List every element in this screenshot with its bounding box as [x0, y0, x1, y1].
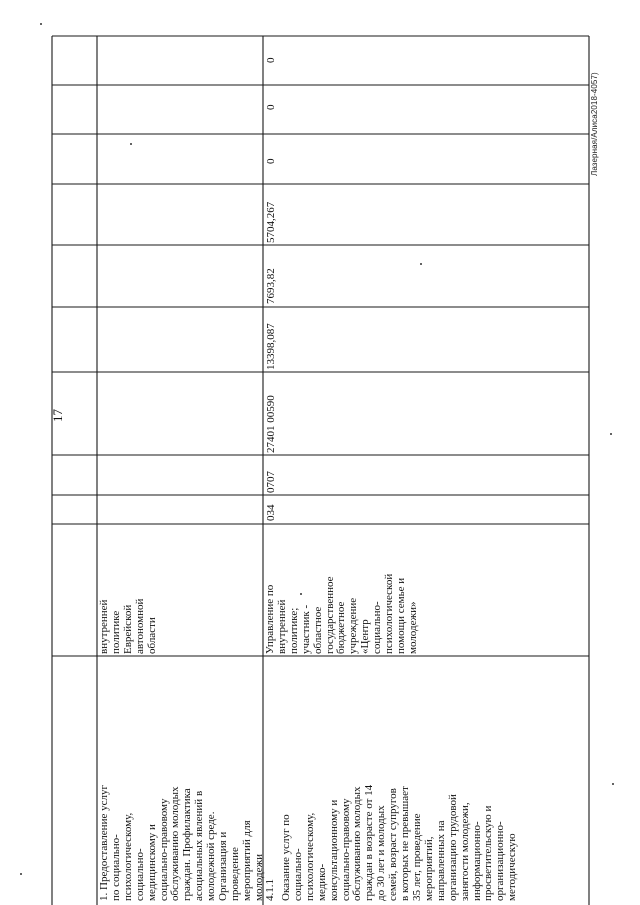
scan-speck: [612, 783, 614, 785]
row-2-grbs: 034: [265, 504, 277, 521]
page-number: 17: [50, 409, 65, 422]
row-2-rzpr: 0707: [265, 471, 277, 493]
row-2-year-2: 5704,267: [265, 201, 277, 243]
row-2-executor: Управление по внутренней политике; участник - областное государственное бюджетное учреждение «Центр социально- психологической помощи семье и молодежи»: [264, 573, 419, 654]
row-1-name: 1. Предоставление услуг по социально- психологическому, социально- медицинскому и социально-правовому обслуживанию молодых граждан. Профилактика асоциальных явлений в молодежной среде. Организация и проведение мероприятий для молодежи: [98, 785, 265, 901]
scan-speck: [300, 593, 302, 595]
scan-speck: [20, 873, 22, 875]
side-note: Лазерная/Алиса2018-4057): [590, 72, 599, 176]
row-2-name: Оказание услуг по социально- психологическому, медико- консультационному и социально-правовому обслуживанию молодых граждан в возрасте от 14 до 30 лет и молодых семей, возраст супругов в которых не превышает 35 лет, проведение мероприятий, направленных на организацию трудовой занятости молодежи, информационно- просветительскую и организационно- методическую: [280, 784, 519, 901]
row-2-year-1: 7693,82: [265, 268, 277, 304]
scan-speck: [40, 23, 42, 25]
scan-speck: [420, 263, 422, 265]
row-2-total: 13398,087: [265, 323, 277, 370]
row-2-year-5: 0: [265, 57, 277, 63]
scan-speck: [610, 433, 612, 435]
row-2-index: 4.1.1: [264, 879, 276, 901]
row-1-executor: внутренней политике Еврейской автономной области: [98, 598, 158, 654]
row-2-csr: 27401 00590: [265, 395, 277, 453]
scan-speck: [130, 143, 132, 145]
row-2-year-4: 0: [265, 104, 277, 110]
row-2-year-3: 0: [265, 158, 277, 164]
